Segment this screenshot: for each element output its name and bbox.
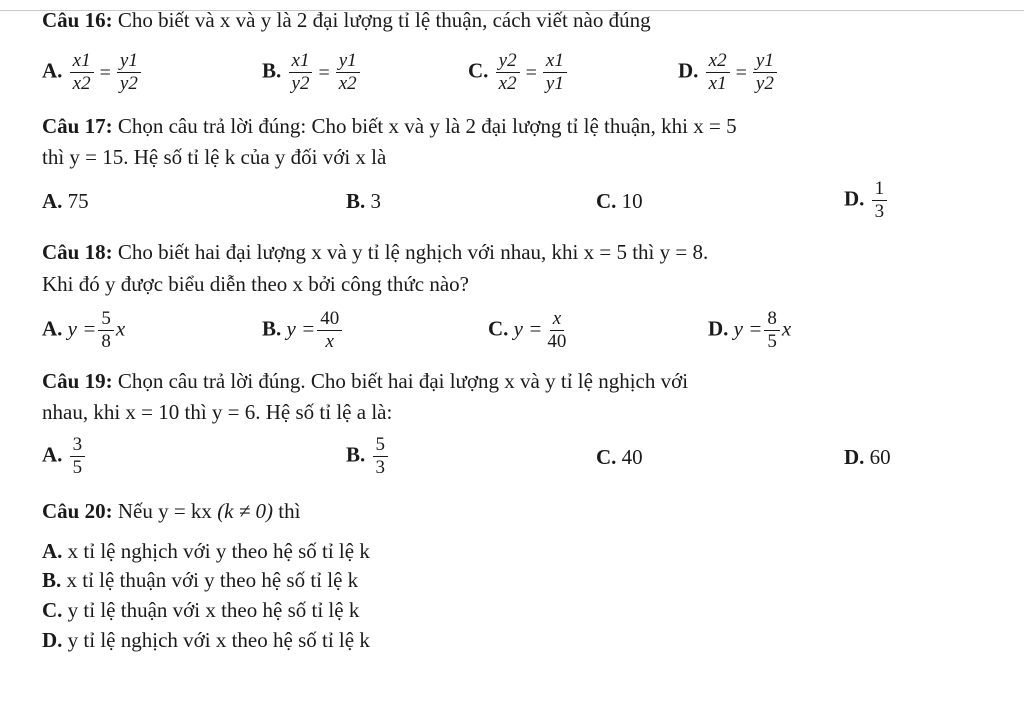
fraction: $\frac{x1}{y1}$ <box>543 50 567 95</box>
q20-option-b[interactable]: B. x tỉ lệ thuận với y theo hệ số tỉ lệ k <box>42 568 359 592</box>
q20-option-c[interactable]: C. y tỉ lệ thuận với x theo hệ số tỉ lệ k <box>42 598 360 622</box>
q20-option-a[interactable]: A. x tỉ lệ nghịch với y theo hệ số tỉ lệ k <box>42 539 370 563</box>
q19-option-b[interactable]: B. $\frac{5}{3}$ <box>346 434 390 479</box>
question-19-line1: Chọn câu trả lời đúng. Cho biết hai đại lượng x và y tỉ lệ nghịch với <box>117 369 689 393</box>
option-label: B. <box>262 58 282 83</box>
q16-option-d[interactable]: D. $\frac{x2}{x1}$ = $\frac{y1}{y2}$ <box>678 50 779 95</box>
fraction: $\frac{y2}{x2}$ <box>496 50 520 95</box>
question-18 <box>42 240 708 264</box>
fraction: $\frac{y1}{y2}$ <box>117 50 141 95</box>
question-18-line1: Cho biết hai đại lượng x và y tỉ lệ nghịch với nhau, khi x = 5 thì y = 8. <box>117 240 709 264</box>
question-20-tail: thì <box>278 499 301 523</box>
q16-option-c[interactable]: C. $\frac{y2}{x2}$ = $\frac{x1}{y1}$ <box>468 50 569 95</box>
question-16-text: Cho biết và x và y là 2 đại lượng tỉ lệ thuận, cách viết nào đúng <box>117 8 651 32</box>
fraction: $\frac{5}{3}$ <box>373 434 389 479</box>
question-20-label: Câu 20: <box>42 499 113 523</box>
q16-option-b[interactable]: B. $\frac{x1}{y2}$ = $\frac{y1}{x2}$ <box>262 50 362 95</box>
q17-option-d[interactable]: D. $\frac{1}{3}$ <box>844 178 889 223</box>
q17-option-a[interactable]: A. 75 <box>42 189 89 213</box>
question-17-line2: thì y = 15. Hệ số tỉ lệ k của y đối với x là <box>42 145 387 169</box>
option-label: A. <box>42 58 63 83</box>
q19-option-a[interactable]: A. $\frac{3}{5}$ <box>42 434 87 479</box>
question-17-line1: Chọn câu trả lời đúng: Cho biết x và y là 2 đại lượng tỉ lệ thuận, khi x = 5 <box>117 114 737 138</box>
question-19-line2: nhau, khi x = 10 thì y = 6. Hệ số tỉ lệ a là: <box>42 400 393 424</box>
q19-option-c[interactable]: C. 40 <box>596 445 643 469</box>
fraction: $\frac{x2}{x1}$ <box>706 50 730 95</box>
q20-option-d[interactable]: D. y tỉ lệ nghịch với x theo hệ số tỉ lệ k <box>42 628 370 652</box>
q18-option-b[interactable]: B. y = $\frac{40}{x}$ <box>262 308 344 353</box>
option-label: C. <box>468 58 489 83</box>
question-17-label: Câu 17: <box>42 114 113 138</box>
fraction: $\frac{40}{x}$ <box>317 308 342 353</box>
fraction: $\frac{1}{3}$ <box>872 178 888 223</box>
question-20-text: Nếu y = kx <box>117 499 212 523</box>
fraction: $\frac{x1}{x2}$ <box>70 50 94 95</box>
question-16-label: Câu 16: <box>42 8 113 32</box>
fraction: $\frac{x}{40}$ <box>547 308 567 352</box>
q17-option-b[interactable]: B. 3 <box>346 189 382 213</box>
fraction: $\frac{3}{5}$ <box>70 434 86 479</box>
q16-option-a[interactable]: A. $\frac{x1}{x2}$ = $\frac{y1}{y2}$ <box>42 50 143 95</box>
q18-option-c[interactable]: C. y = $\frac{x}{40}$ <box>488 308 571 353</box>
question-19 <box>42 369 688 393</box>
question-19-label: Câu 19: <box>42 369 113 393</box>
question-17 <box>42 114 737 138</box>
question-20-condition: (k ≠ 0) <box>217 499 274 523</box>
q19-option-d[interactable]: D. 60 <box>844 445 891 469</box>
question-20 <box>42 499 300 523</box>
q18-option-d[interactable]: D. y = $\frac{8}{5}$ x <box>708 308 792 352</box>
question-18-line2: Khi đó y được biểu diễn theo x bởi công thức nào? <box>42 272 469 296</box>
question-16 <box>42 8 651 32</box>
q18-option-a[interactable]: A. y = $\frac{5}{8}$ x <box>42 308 126 352</box>
fraction: $\frac{x1}{y2}$ <box>289 50 313 95</box>
fraction: $\frac{5}{8}$ <box>98 308 114 353</box>
option-label: D. <box>678 58 699 83</box>
q17-option-c[interactable]: C. 10 <box>596 189 643 213</box>
question-18-label: Câu 18: <box>42 240 113 264</box>
fraction: $\frac{y1}{y2}$ <box>753 50 777 95</box>
fraction: $\frac{y1}{x2}$ <box>336 50 360 95</box>
fraction: $\frac{8}{5}$ <box>764 308 780 353</box>
